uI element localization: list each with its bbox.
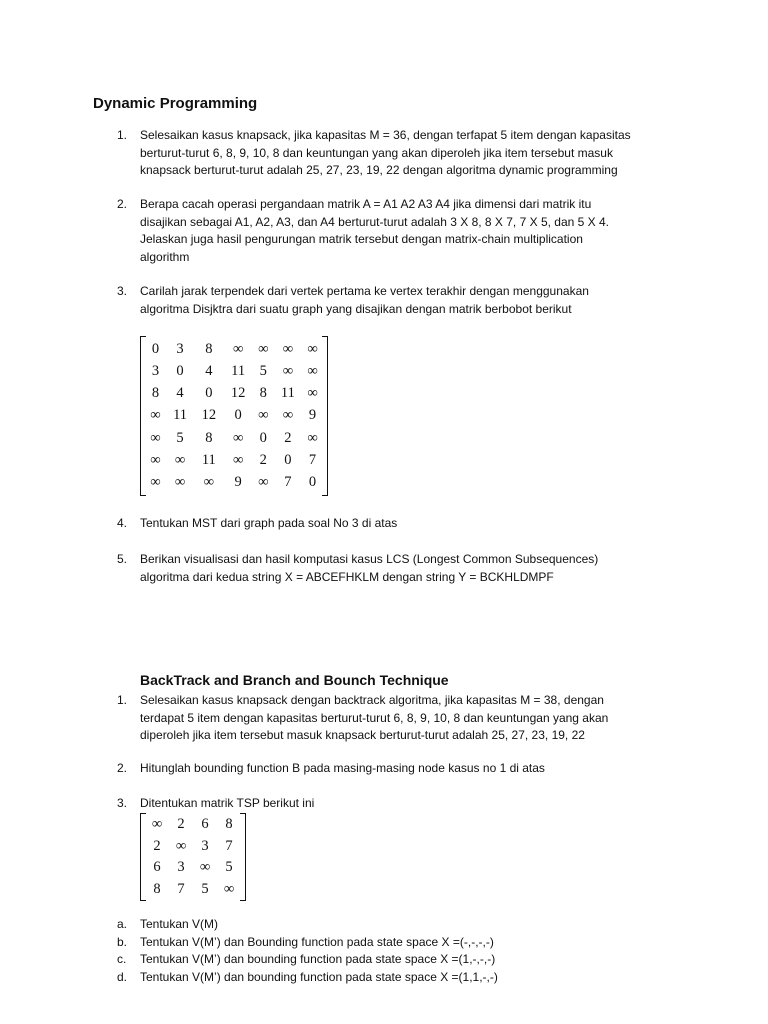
- matrix-cell: 3: [176, 340, 184, 357]
- text-line: knapsack berturut-turut adalah 25, 27, 23, 19, 22 dengan algoritma dynamic programming: [140, 163, 618, 177]
- matrix-cell: 7: [308, 452, 317, 469]
- matrix-row: [145, 405, 323, 427]
- sub-item-text: Tentukan V(M’) dan bounding function pada state space X =(1,-,-,-): [140, 952, 496, 966]
- item-number: 2.: [117, 761, 128, 775]
- matrix-cell: 3: [151, 362, 160, 379]
- item-text: [140, 551, 680, 586]
- item-text: [140, 127, 680, 180]
- item-number: 3.: [117, 284, 128, 298]
- text-line: Berapa cacah operasi pergandaan matrik A = A1 A2 A3 A4 jika dimensi dari matrik itu: [140, 197, 592, 211]
- weight-matrix-table: [145, 338, 323, 494]
- sub-item-text: Tentukan V(M’) dan Bounding function pada state space X =(-,-,-,-): [140, 934, 494, 949]
- matrix-cell: 8: [259, 385, 267, 402]
- weight-matrix: [140, 336, 328, 496]
- text-line: diperoleh jika item tersebut masuk knapsack berturut-turut adalah 25, 27, 23, 19, 22: [140, 728, 585, 742]
- matrix-cell: 0: [151, 340, 160, 357]
- sub-item-letter: d.: [117, 969, 128, 984]
- matrix-cell: 6: [201, 816, 209, 833]
- matrix-cell: 5: [259, 362, 267, 379]
- matrix-cell: 0: [308, 474, 317, 491]
- matrix-cell: ∞: [150, 474, 161, 491]
- matrix-cell: ∞: [307, 429, 318, 446]
- item-number: 3.: [117, 796, 128, 810]
- matrix-cell: 8: [205, 340, 213, 357]
- matrix-row: [145, 472, 323, 494]
- text-line: Tentukan MST dari graph pada soal No 3 di atas: [140, 516, 398, 530]
- text-line: algoritma dari kedua string X = ABCEFHKLM dengan string Y = BCKHLDMPF: [140, 569, 554, 584]
- sub-item-letter: b.: [117, 934, 128, 949]
- matrix-row: [145, 383, 323, 405]
- matrix-cell: 12: [201, 407, 217, 424]
- matrix-cell: 5: [176, 429, 184, 446]
- sub-item-text: Tentukan V(M’) dan bounding function pada state space X =(1,1,-,-): [140, 969, 498, 984]
- matrix-cell: 11: [201, 452, 216, 469]
- item-text: [140, 760, 680, 778]
- matrix-cell: 7: [177, 880, 185, 897]
- text-line: Hitunglah bounding function B pada masing-masing node kasus no 1 di atas: [140, 761, 545, 775]
- text-line: berturut-turut 6, 8, 9, 10, 8 dan keuntungan yang akan diperoleh jika item tersebut masuk: [140, 145, 613, 160]
- matrix-cell: 11: [173, 407, 188, 424]
- matrix-cell: ∞: [232, 340, 244, 357]
- text-line: algorithm: [140, 249, 190, 264]
- tsp-matrix: [140, 813, 246, 901]
- matrix-cell: 2: [284, 429, 292, 446]
- matrix-row: [145, 338, 323, 360]
- matrix-cell: ∞: [203, 474, 214, 491]
- item-number: 4.: [117, 516, 128, 530]
- matrix-cell: ∞: [282, 407, 294, 424]
- matrix-cell: 5: [225, 859, 233, 876]
- text-line: Ditentukan matrik TSP berikut ini: [140, 796, 315, 810]
- section-title-backtrack: BackTrack and Branch and Bounch Technique: [140, 672, 449, 688]
- matrix-cell: 2: [259, 452, 267, 469]
- matrix-cell: ∞: [150, 429, 161, 446]
- text-line: algoritma Disjktra dari suatu graph yang disajikan dengan matrik berbobot berikut: [140, 301, 572, 316]
- matrix-row: [145, 427, 323, 449]
- matrix-cell: 2: [177, 816, 185, 833]
- matrix-cell: ∞: [258, 407, 269, 424]
- matrix-cell: 8: [205, 429, 213, 446]
- matrix-cell: 11: [231, 362, 246, 379]
- matrix-cell: 0: [205, 385, 213, 402]
- sub-item-letter: c.: [117, 952, 127, 966]
- matrix-row: [145, 879, 241, 901]
- text-line: Jelaskan juga hasil pengurungan matrik tersebut dengan matrix-chain multiplication: [140, 232, 583, 246]
- matrix-cell: ∞: [150, 407, 161, 424]
- item-text: [140, 196, 680, 266]
- text-line: Selesaikan kasus knapsack, jika kapasitas M = 36, dengan terfapat 5 item dengan kapasitas: [140, 128, 631, 142]
- matrix-cell: ∞: [258, 474, 269, 491]
- sub-item-letter: a.: [117, 917, 128, 931]
- item-text: [140, 795, 680, 813]
- text-line: disajikan sebagai A1, A2, A3, dan A4 berturut-turut adalah 3 X 8, 8 X 7, 7 X 5, dan 5 X 4.: [140, 214, 609, 229]
- matrix-cell: ∞: [282, 362, 294, 379]
- matrix-row: [145, 814, 241, 836]
- matrix-cell: 3: [177, 859, 185, 876]
- matrix-cell: 0: [176, 362, 184, 379]
- item-number: 2.: [117, 197, 128, 211]
- tsp-matrix-table: [145, 814, 241, 900]
- matrix-cell: ∞: [307, 385, 318, 402]
- matrix-cell: ∞: [151, 816, 163, 833]
- matrix-cell: ∞: [174, 452, 186, 469]
- section-title-dynamic-programming: Dynamic Programming: [93, 95, 258, 112]
- matrix-row: [145, 857, 241, 879]
- matrix-cell: 8: [225, 816, 233, 833]
- matrix-cell: 3: [201, 837, 209, 854]
- text-line: Berikan visualisasi dan hasil komputasi kasus LCS (Longest Common Subsequences): [140, 552, 599, 566]
- matrix-cell: ∞: [307, 340, 318, 357]
- item-number: 5.: [117, 552, 128, 566]
- matrix-cell: ∞: [223, 880, 235, 897]
- text-line: Selesaikan kasus knapsack dengan backtrack algoritma, jika kapasitas M = 38, dengan: [140, 693, 604, 707]
- matrix-cell: 9: [234, 474, 242, 491]
- matrix-cell: 9: [308, 407, 317, 424]
- matrix-cell: 8: [151, 385, 160, 402]
- matrix-cell: 4: [205, 362, 213, 379]
- matrix-row: [145, 449, 323, 471]
- matrix-cell: ∞: [174, 474, 186, 491]
- matrix-cell: 0: [234, 407, 242, 424]
- matrix-cell: ∞: [232, 429, 244, 446]
- matrix-cell: 11: [280, 385, 295, 402]
- matrix-cell: ∞: [258, 340, 269, 357]
- matrix-cell: 6: [153, 859, 161, 876]
- matrix-cell: 7: [284, 474, 292, 491]
- matrix-cell: 8: [153, 880, 161, 897]
- matrix-cell: ∞: [199, 859, 211, 876]
- matrix-row: [145, 836, 241, 858]
- matrix-cell: ∞: [150, 452, 161, 469]
- matrix-cell: ∞: [307, 362, 318, 379]
- item-text: [140, 692, 680, 745]
- item-number: 1.: [117, 693, 128, 707]
- matrix-cell: 12: [230, 385, 246, 402]
- matrix-cell: 0: [284, 452, 292, 469]
- matrix-cell: ∞: [175, 837, 187, 854]
- matrix-cell: 0: [259, 429, 267, 446]
- item-number: 1.: [117, 128, 128, 142]
- text-line: terdapat 5 item dengan kapasitas berturut-turut 6, 8, 9, 10, 8 dan keuntungan yang akan: [140, 710, 609, 725]
- matrix-cell: ∞: [282, 340, 294, 357]
- item-text: [140, 283, 680, 318]
- matrix-cell: 5: [201, 880, 209, 897]
- matrix-cell: ∞: [232, 452, 244, 469]
- sub-item-text: Tentukan V(M): [140, 917, 219, 931]
- matrix-cell: 2: [153, 837, 161, 854]
- matrix-row: [145, 360, 323, 382]
- matrix-cell: 4: [176, 385, 184, 402]
- matrix-cell: 7: [225, 837, 233, 854]
- item-text: [140, 515, 680, 533]
- text-line: Carilah jarak terpendek dari vertek pertama ke vertex terakhir dengan menggunakan: [140, 284, 589, 298]
